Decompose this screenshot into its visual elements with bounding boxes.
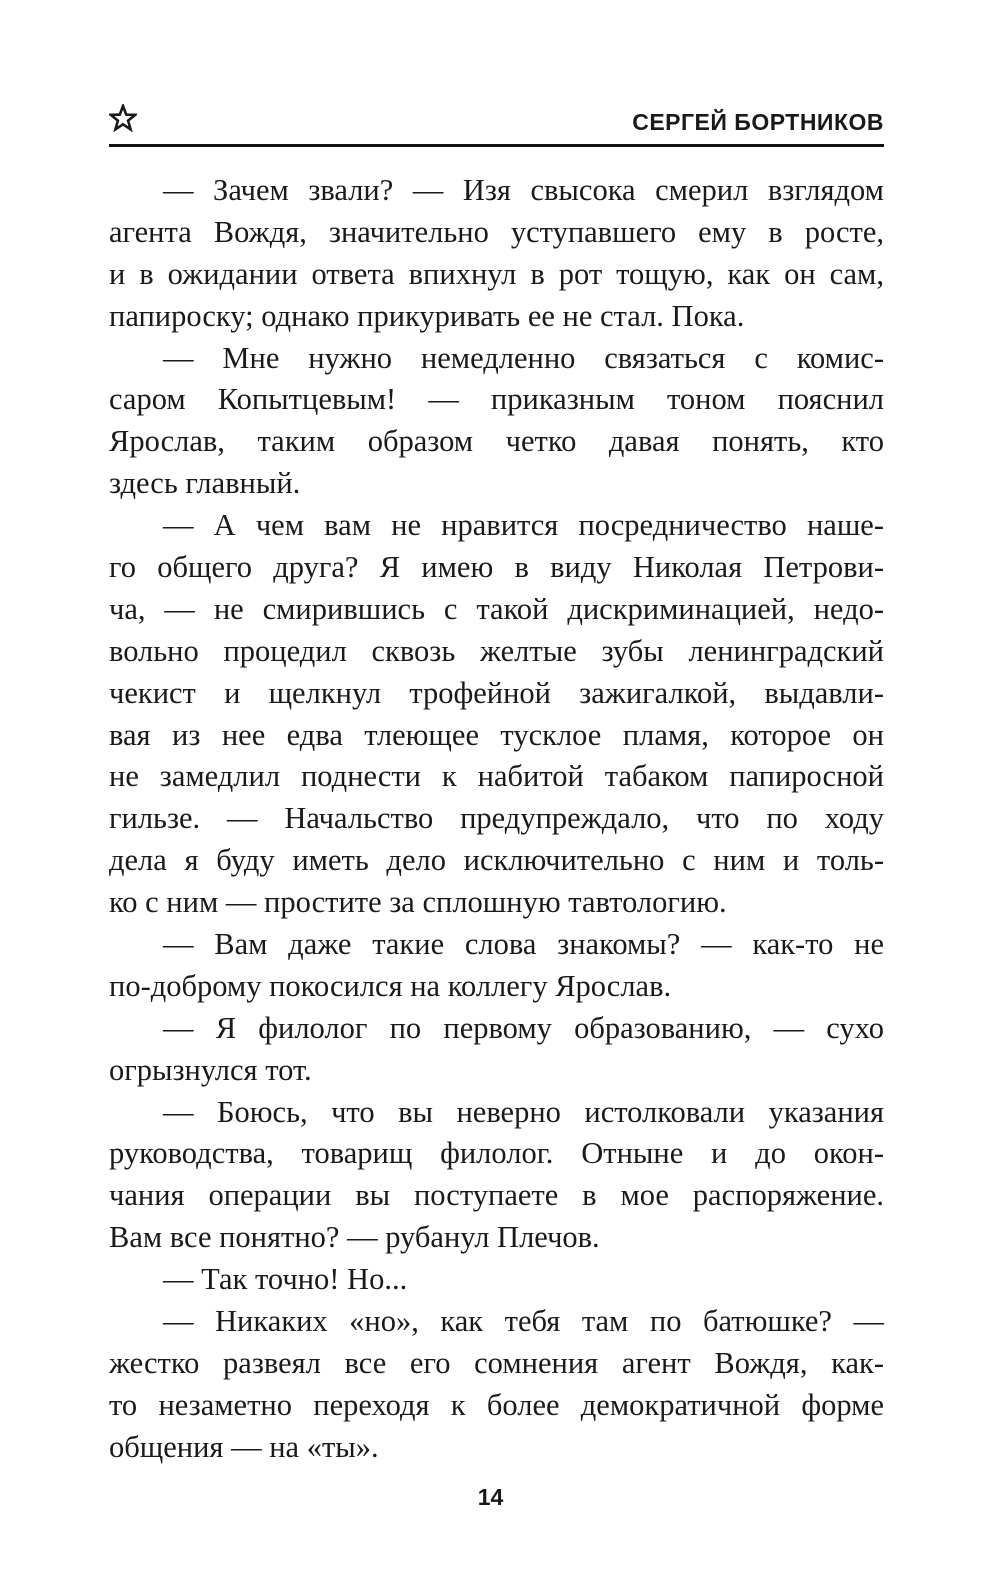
- text-line: — А чем вам не нравится посредничество наше-: [163, 508, 884, 543]
- text-line: дела я буду иметь дело исключительно с ним и толь-: [109, 843, 884, 878]
- paragraph: [109, 924, 884, 1008]
- paragraph: [109, 1008, 884, 1092]
- running-head-author: СЕРГЕЙ БОРТНИКОВ: [632, 109, 884, 135]
- text-line: вольно процедил сквозь желтые зубы ленинградский: [109, 633, 884, 668]
- text-line: руководства, товарищ филолог. Отныне и до окон-: [109, 1136, 884, 1171]
- text-line: жестко развеял все его сомнения агент Вождя, как-: [109, 1345, 884, 1380]
- text-line: — Боюсь, что вы неверно истолковали указания: [163, 1094, 884, 1129]
- body-text: [109, 170, 884, 1469]
- paragraph: [109, 338, 884, 506]
- page-header: [109, 102, 884, 147]
- text-line: агента Вождя, значительно уступавшего ему в росте,: [109, 214, 884, 249]
- paragraph: [109, 1092, 884, 1260]
- text-line: по-доброму покосился на коллегу Ярослав.: [109, 968, 672, 1003]
- text-line: ко с ним — простите за сплошную тавтологию.: [109, 885, 727, 920]
- text-line: чания операции вы поступаете в мое распоряжение.: [109, 1178, 884, 1213]
- text-line: не замедлил поднести к набитой табаком папиросной: [109, 759, 884, 794]
- paragraph: [109, 505, 884, 924]
- text-line: — Мне нужно немедленно связаться с комис-: [163, 340, 884, 375]
- text-line: папироску; однако прикуривать ее не стал. Пока.: [109, 298, 745, 333]
- text-line: огрызнулся тот.: [109, 1052, 312, 1087]
- text-line: Вам все понятно? — рубанул Плечов.: [109, 1220, 600, 1255]
- text-line: здесь главный.: [109, 466, 301, 501]
- text-line: — Так точно! Но...: [163, 1262, 408, 1297]
- text-line: саром Копытцевым! — приказным тоном пояснил: [109, 382, 884, 417]
- text-line: вая из нее едва тлеющее тусклое пламя, которое он: [109, 717, 884, 752]
- text-line: Ярослав, таким образом четко давая понять, кто: [109, 424, 884, 459]
- text-line: ча, — не смирившись с такой дискриминацией, недо-: [109, 591, 884, 626]
- text-line: чекист и щелкнул трофейной зажигалкой, выдавли-: [109, 675, 884, 710]
- paragraph: [109, 170, 884, 338]
- paragraph: [109, 1301, 884, 1469]
- text-line: и в ожидании ответа впихнул в рот тощую, как он сам,: [109, 256, 884, 291]
- text-line: — Зачем звали? — Изя свысока смерил взглядом: [163, 173, 884, 207]
- page-number: 14: [477, 1484, 504, 1510]
- text-line: — Никаких «но», как тебя там по батюшке? —: [163, 1304, 884, 1339]
- star-outline-icon: [109, 104, 137, 132]
- text-line: — Я филолог по первому образованию, — сухо: [163, 1010, 884, 1045]
- text-line: го общего друга? Я имею в виду Николая Петрови-: [109, 550, 884, 585]
- text-line: гильзе. — Начальство предупреждало, что по ходу: [109, 801, 884, 836]
- text-line: то незаметно переходя к более демократичной форме: [109, 1387, 884, 1422]
- paragraph: [109, 1259, 884, 1301]
- text-line: общения — на «ты».: [109, 1429, 379, 1464]
- text-line: — Вам даже такие слова знакомы? — как-то не: [163, 927, 884, 962]
